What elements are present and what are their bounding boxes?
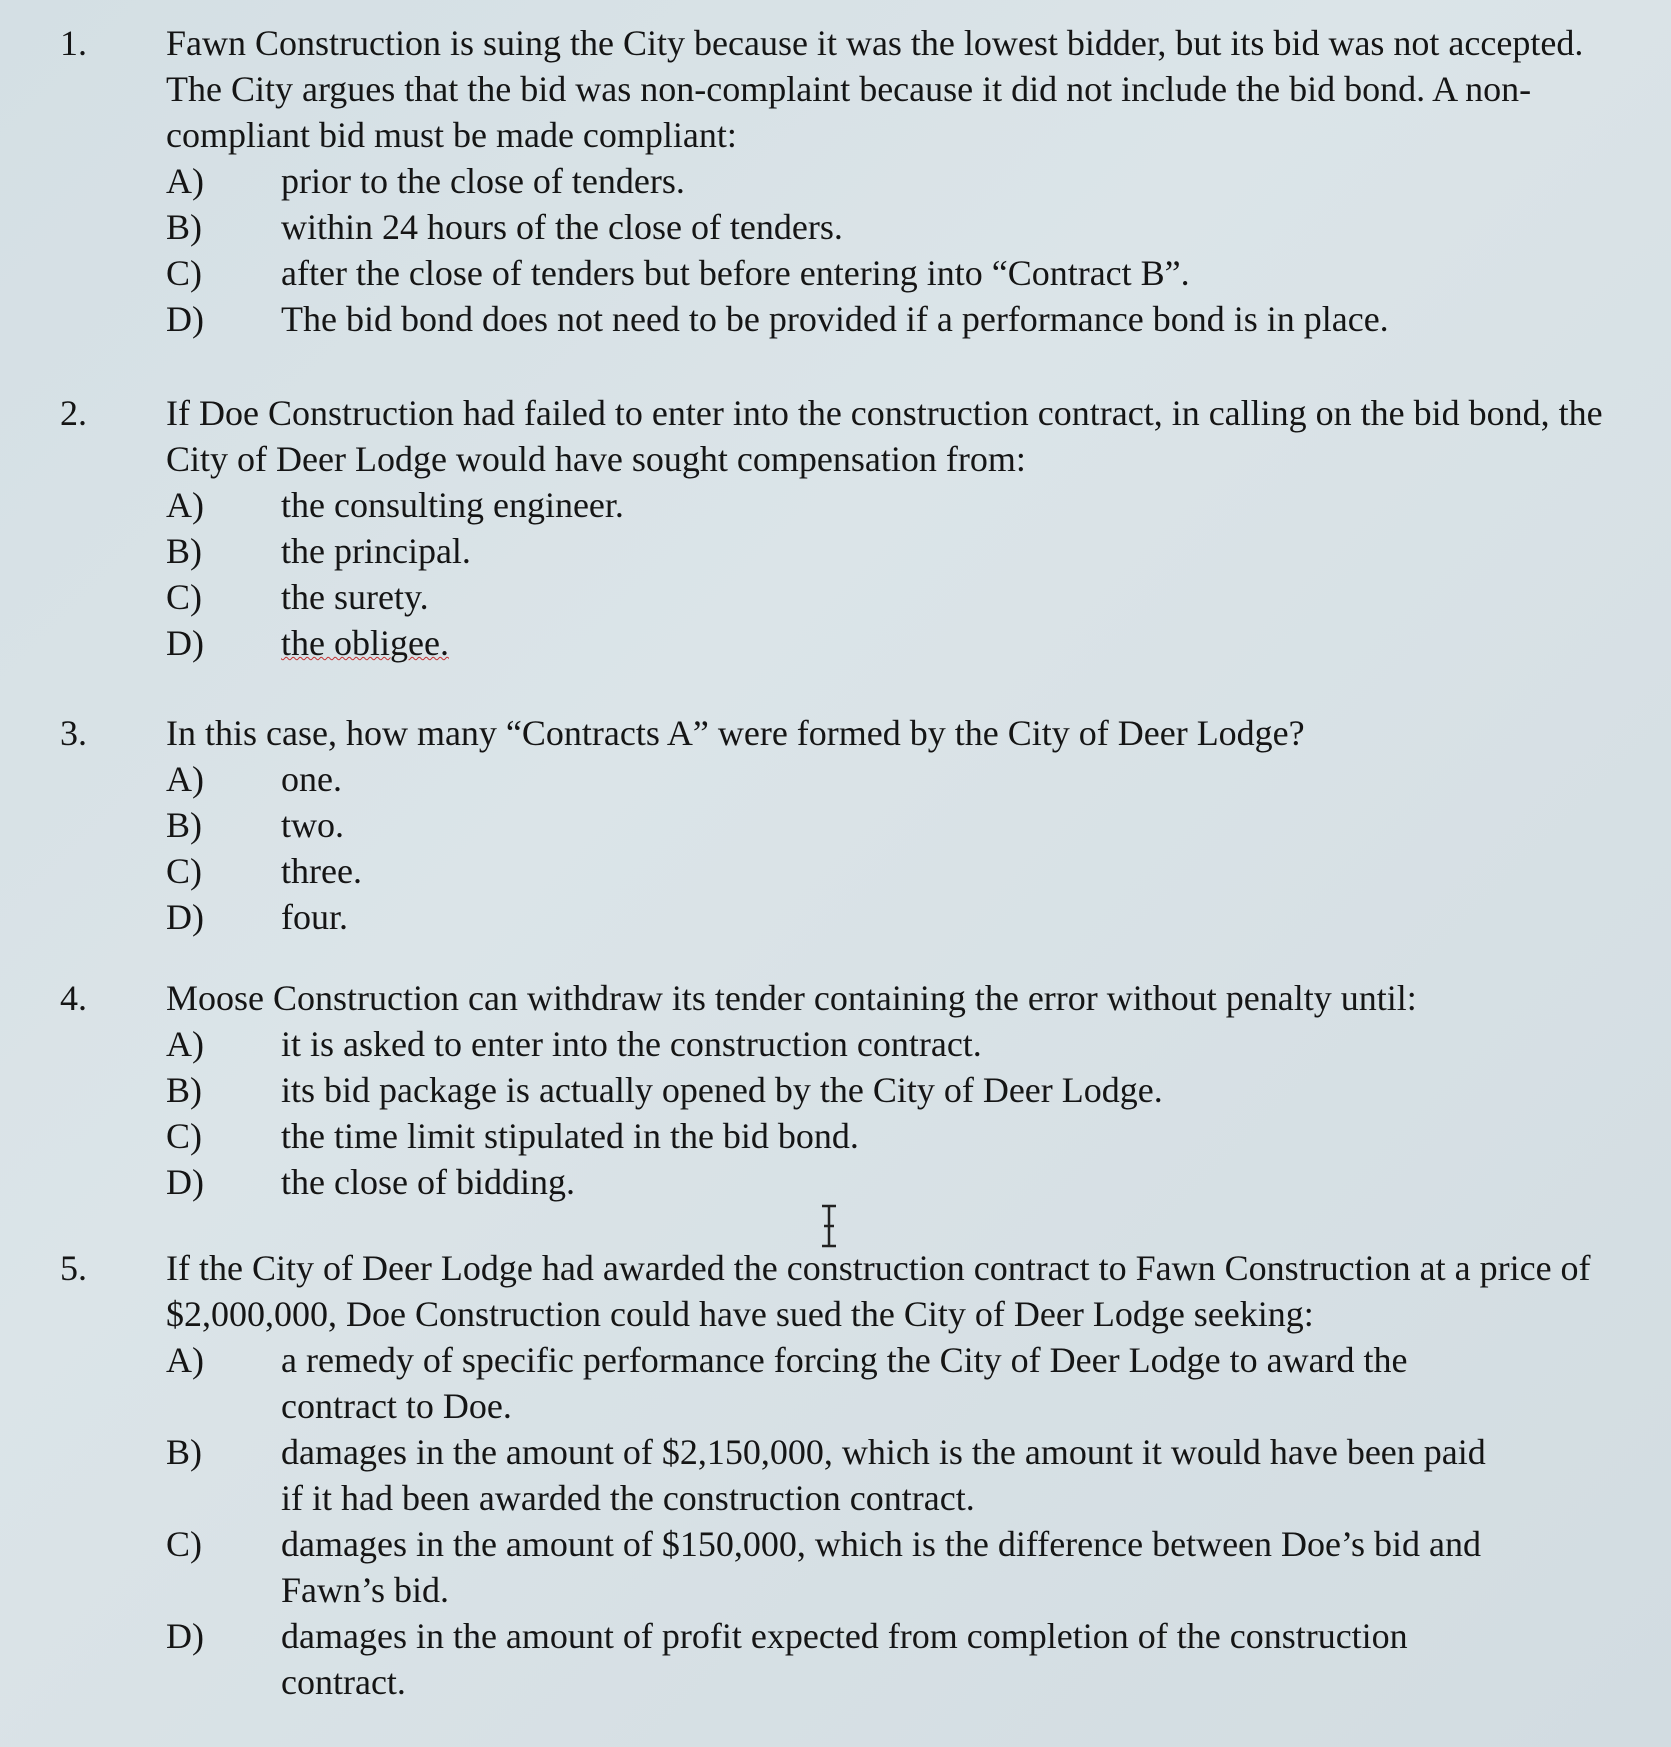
option-d[interactable] xyxy=(166,1613,1606,1705)
option-c[interactable] xyxy=(166,1521,1606,1613)
option-text: two. xyxy=(281,805,344,845)
option-text: four. xyxy=(281,897,348,937)
option-letter: A) xyxy=(166,759,204,799)
option-text: damages in the amount of $150,000, which is the difference between Doe’s bid and Fawn’s bid. xyxy=(281,1524,1482,1610)
option-b[interactable] xyxy=(166,802,1606,848)
option-d[interactable] xyxy=(166,894,1606,940)
option-b[interactable] xyxy=(166,1067,1606,1113)
option-letter: D) xyxy=(166,299,204,339)
option-d[interactable] xyxy=(166,296,1606,342)
options-list xyxy=(166,482,1606,666)
option-text: its bid package is actually opened by the City of Deer Lodge. xyxy=(281,1070,1163,1110)
option-text: the consulting engineer. xyxy=(281,485,624,525)
option-b[interactable] xyxy=(166,528,1606,574)
option-letter: A) xyxy=(166,161,204,201)
option-d[interactable] xyxy=(166,620,1606,666)
option-letter: A) xyxy=(166,485,204,525)
option-a[interactable] xyxy=(166,482,1606,528)
option-a[interactable] xyxy=(166,756,1606,802)
option-d[interactable] xyxy=(166,1159,1606,1205)
option-text: three. xyxy=(281,851,362,891)
option-letter: C) xyxy=(166,851,202,891)
option-text: prior to the close of tenders. xyxy=(281,161,685,201)
option-letter: D) xyxy=(166,623,204,663)
option-text: the close of bidding. xyxy=(281,1162,575,1202)
option-text: within 24 hours of the close of tenders. xyxy=(281,207,843,247)
option-c[interactable] xyxy=(166,848,1606,894)
option-letter: C) xyxy=(166,1524,202,1564)
option-letter: C) xyxy=(166,577,202,617)
question-number: 5. xyxy=(60,1248,87,1288)
option-letter: C) xyxy=(166,1116,202,1156)
question-stem: In this case, how many “Contracts A” were formed by the City of Deer Lodge? xyxy=(166,713,1305,753)
question-stem: If Doe Construction had failed to enter into the construction contract, in calling on the bid bond, the City of Deer Lodge would have sought compensation from: xyxy=(166,393,1603,479)
option-letter: D) xyxy=(166,1616,204,1656)
option-letter: B) xyxy=(166,1432,202,1472)
question-stem: Moose Construction can withdraw its tender containing the error without penalty until: xyxy=(166,978,1417,1018)
option-b[interactable] xyxy=(166,1429,1606,1521)
option-a[interactable] xyxy=(166,158,1606,204)
question-stem: If the City of Deer Lodge had awarded the construction contract to Fawn Construction at a price of $2,000,000, Doe Construction could have sued the City of Deer Lodge seeking: xyxy=(166,1248,1591,1334)
option-c[interactable] xyxy=(166,574,1606,620)
option-letter: A) xyxy=(166,1024,204,1064)
option-letter: D) xyxy=(166,897,204,937)
option-a[interactable] xyxy=(166,1021,1606,1067)
options-list xyxy=(166,1337,1606,1705)
option-text: The bid bond does not need to be provided if a performance bond is in place. xyxy=(281,299,1389,339)
options-list xyxy=(166,1021,1606,1205)
option-text: the principal. xyxy=(281,531,471,571)
question-stem: Fawn Construction is suing the City because it was the lowest bidder, but its bid was not accepted. The City argues that the bid was non-complaint because it did not include the bid bond. A non-compliant bid must be made compliant: xyxy=(166,23,1584,155)
option-b[interactable] xyxy=(166,204,1606,250)
option-letter: A) xyxy=(166,1340,204,1380)
option-text: after the close of tenders but before entering into “Contract B”. xyxy=(281,253,1190,293)
option-a[interactable] xyxy=(166,1337,1606,1429)
text-cursor-icon xyxy=(820,1204,838,1248)
question-number: 2. xyxy=(60,393,87,433)
option-text: one. xyxy=(281,759,342,799)
option-letter: C) xyxy=(166,253,202,293)
option-letter: B) xyxy=(166,531,202,571)
question-number: 4. xyxy=(60,978,87,1018)
option-letter: D) xyxy=(166,1162,204,1202)
options-list xyxy=(166,756,1606,940)
option-text: the surety. xyxy=(281,577,429,617)
option-c[interactable] xyxy=(166,250,1606,296)
option-text: damages in the amount of $2,150,000, which is the amount it would have been paid if it had been awarded the construction contract. xyxy=(281,1432,1486,1518)
option-letter: B) xyxy=(166,1070,202,1110)
option-letter: B) xyxy=(166,805,202,845)
option-text: the time limit stipulated in the bid bond. xyxy=(281,1116,859,1156)
option-text: the obligee. xyxy=(281,623,449,663)
option-letter: B) xyxy=(166,207,202,247)
option-c[interactable] xyxy=(166,1113,1606,1159)
question-number: 1. xyxy=(60,23,87,63)
option-text: damages in the amount of profit expected from completion of the construction contract. xyxy=(281,1616,1408,1702)
question-number: 3. xyxy=(60,713,87,753)
option-text: a remedy of specific performance forcing the City of Deer Lodge to award the contract to Doe. xyxy=(281,1340,1408,1426)
option-text: it is asked to enter into the construction contract. xyxy=(281,1024,982,1064)
options-list xyxy=(166,158,1606,342)
